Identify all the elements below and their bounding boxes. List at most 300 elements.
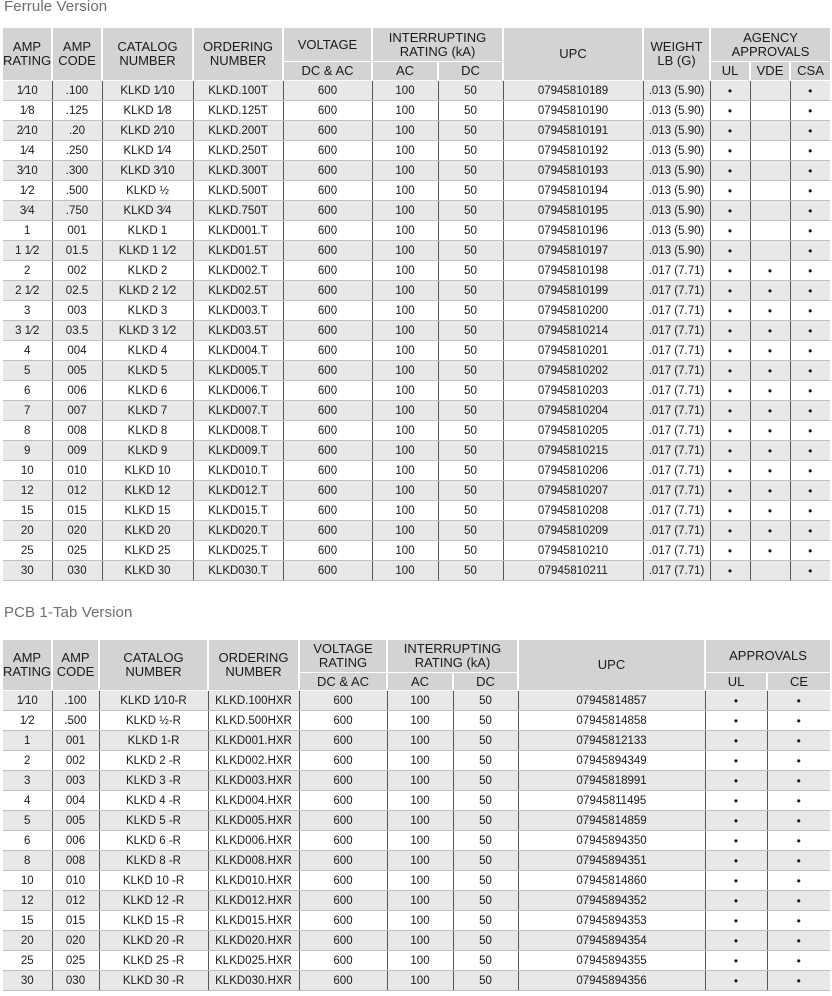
table-row	[3, 731, 830, 751]
cell-ordering-number: KLKD.500HXR	[208, 711, 299, 731]
cell-ul: •	[710, 501, 750, 521]
cell-voltage: 600	[283, 501, 372, 521]
cell-amp-rating: 5	[3, 811, 52, 831]
cell-voltage: 600	[283, 301, 372, 321]
cell-dc: 50	[438, 241, 503, 261]
cell-ordering-number: KLKD.500T	[193, 181, 283, 201]
cell-ul: •	[710, 181, 750, 201]
cell-ul: •	[705, 851, 767, 871]
cell-ac: 100	[372, 281, 438, 301]
cell-voltage: 600	[299, 951, 387, 971]
cell-ce: •	[767, 831, 830, 851]
cell-ordering-number: KLKD002.HXR	[208, 751, 299, 771]
cell-upc: 07945894356	[518, 971, 705, 991]
cell-ordering-number: KLKD010.T	[193, 461, 283, 481]
cell-csa: •	[790, 561, 830, 581]
cell-amp-code: 002	[52, 261, 102, 281]
cell-upc: 07945810197	[503, 241, 643, 261]
cell-catalog-number: KLKD 2 1⁄2	[102, 281, 193, 301]
cell-ul: •	[705, 911, 767, 931]
cell-ac: 100	[372, 381, 438, 401]
cell-ac: 100	[372, 401, 438, 421]
col-header-amp-rating: AMP RATING	[3, 28, 52, 81]
cell-ordering-number: KLKD006.T	[193, 381, 283, 401]
cell-upc: 07945810210	[503, 541, 643, 561]
cell-vde: •	[750, 541, 790, 561]
cell-amp-rating: 30	[3, 971, 52, 991]
cell-catalog-number: KLKD 3 -R	[99, 771, 208, 791]
cell-voltage: 600	[299, 771, 387, 791]
table-row	[3, 501, 830, 521]
cell-dc: 50	[438, 341, 503, 361]
cell-amp-code: 004	[52, 791, 99, 811]
cell-ul: •	[705, 811, 767, 831]
cell-csa: •	[790, 321, 830, 341]
cell-ul: •	[705, 951, 767, 971]
cell-dc: 50	[438, 361, 503, 381]
cell-catalog-number: KLKD 12	[102, 481, 193, 501]
cell-catalog-number: KLKD 1-R	[99, 731, 208, 751]
table-row	[3, 301, 830, 321]
cell-ul: •	[705, 771, 767, 791]
cell-csa: •	[790, 81, 830, 101]
cell-vde	[750, 181, 790, 201]
cell-amp-rating: 1⁄10	[3, 81, 52, 101]
cell-amp-code: 001	[52, 221, 102, 241]
cell-catalog-number: KLKD 1⁄10	[102, 81, 193, 101]
cell-amp-rating: 25	[3, 951, 52, 971]
cell-amp-code: .100	[52, 691, 99, 711]
cell-upc: 07945810191	[503, 121, 643, 141]
cell-catalog-number: KLKD ½	[102, 181, 193, 201]
cell-ce: •	[767, 971, 830, 991]
cell-weight: .017 (7.71)	[643, 421, 710, 441]
cell-amp-rating: 8	[3, 851, 52, 871]
cell-ac: 100	[387, 791, 453, 811]
cell-weight: .017 (7.71)	[643, 361, 710, 381]
table-row	[3, 321, 830, 341]
cell-catalog-number: KLKD 1 1⁄2	[102, 241, 193, 261]
cell-ce: •	[767, 891, 830, 911]
col-header-ul: UL	[710, 62, 750, 81]
col-header-csa: CSA	[790, 62, 830, 81]
cell-amp-code: 012	[52, 481, 102, 501]
cell-ul: •	[705, 971, 767, 991]
cell-ordering-number: KLKD004.HXR	[208, 791, 299, 811]
cell-amp-code: 012	[52, 891, 99, 911]
cell-ac: 100	[387, 971, 453, 991]
cell-amp-rating: 25	[3, 541, 52, 561]
cell-weight: .017 (7.71)	[643, 341, 710, 361]
col-header-dc: DC	[438, 62, 503, 81]
cell-ordering-number: KLKD008.T	[193, 421, 283, 441]
pcb-col-header-ul: UL	[705, 673, 767, 691]
cell-amp-rating: 2 1⁄2	[3, 281, 52, 301]
cell-ac: 100	[372, 341, 438, 361]
cell-amp-code: 015	[52, 501, 102, 521]
pcb-col-header-voltage-dc-ac: DC & AC	[299, 673, 387, 691]
cell-dc: 50	[453, 971, 518, 991]
pcb-col-header-dc: DC	[453, 673, 518, 691]
pcb-table	[3, 640, 830, 991]
cell-voltage: 600	[283, 161, 372, 181]
cell-upc: 07945811495	[518, 791, 705, 811]
cell-amp-rating: 1⁄8	[3, 101, 52, 121]
cell-dc: 50	[438, 201, 503, 221]
cell-amp-rating: 2	[3, 751, 52, 771]
cell-upc: 07945894354	[518, 931, 705, 951]
cell-ul: •	[710, 361, 750, 381]
cell-ac: 100	[372, 141, 438, 161]
cell-weight: .017 (7.71)	[643, 481, 710, 501]
table-row	[3, 281, 830, 301]
cell-ul: •	[710, 261, 750, 281]
cell-amp-code: 010	[52, 871, 99, 891]
cell-vde: •	[750, 441, 790, 461]
cell-weight: .017 (7.71)	[643, 381, 710, 401]
cell-amp-rating: 1 1⁄2	[3, 241, 52, 261]
cell-csa: •	[790, 121, 830, 141]
cell-vde	[750, 241, 790, 261]
cell-dc: 50	[438, 381, 503, 401]
cell-voltage: 600	[283, 361, 372, 381]
cell-catalog-number: KLKD 4	[102, 341, 193, 361]
cell-ordering-number: KLKD005.T	[193, 361, 283, 381]
cell-dc: 50	[438, 161, 503, 181]
cell-ac: 100	[387, 911, 453, 931]
cell-voltage: 600	[283, 81, 372, 101]
cell-dc: 50	[453, 871, 518, 891]
cell-ac: 100	[372, 481, 438, 501]
cell-ac: 100	[372, 121, 438, 141]
cell-amp-rating: 8	[3, 421, 52, 441]
cell-ac: 100	[372, 501, 438, 521]
cell-dc: 50	[453, 931, 518, 951]
cell-catalog-number: KLKD 4 -R	[99, 791, 208, 811]
cell-amp-rating: 15	[3, 911, 52, 931]
cell-csa: •	[790, 301, 830, 321]
col-header-voltage-dc-ac: DC & AC	[283, 62, 372, 81]
cell-catalog-number: KLKD 1	[102, 221, 193, 241]
cell-voltage: 600	[283, 261, 372, 281]
cell-dc: 50	[438, 481, 503, 501]
cell-catalog-number: KLKD 20	[102, 521, 193, 541]
cell-ac: 100	[372, 441, 438, 461]
cell-ce: •	[767, 951, 830, 971]
cell-upc: 07945814859	[518, 811, 705, 831]
table-row	[3, 181, 830, 201]
cell-voltage: 600	[283, 481, 372, 501]
cell-upc: 07945810208	[503, 501, 643, 521]
cell-ac: 100	[372, 241, 438, 261]
cell-weight: .017 (7.71)	[643, 521, 710, 541]
cell-dc: 50	[438, 441, 503, 461]
cell-weight: .013 (5.90)	[643, 201, 710, 221]
cell-weight: .013 (5.90)	[643, 141, 710, 161]
cell-amp-rating: 1⁄2	[3, 711, 52, 731]
cell-amp-code: 01.5	[52, 241, 102, 261]
pcb-col-header-ordering-number: ORDERING NUMBER	[208, 640, 299, 691]
cell-ac: 100	[387, 751, 453, 771]
cell-ce: •	[767, 711, 830, 731]
cell-amp-code: 004	[52, 341, 102, 361]
cell-amp-code: .300	[52, 161, 102, 181]
table-row	[3, 441, 830, 461]
table-row	[3, 561, 830, 581]
cell-upc: 07945810196	[503, 221, 643, 241]
cell-csa: •	[790, 481, 830, 501]
pcb-section-title: PCB 1-Tab Version	[4, 604, 133, 621]
cell-csa: •	[790, 521, 830, 541]
cell-ordering-number: KLKD006.HXR	[208, 831, 299, 851]
table-row	[3, 911, 830, 931]
cell-catalog-number: KLKD 6 -R	[99, 831, 208, 851]
cell-amp-code: .250	[52, 141, 102, 161]
cell-amp-rating: 3⁄10	[3, 161, 52, 181]
cell-amp-code: .20	[52, 121, 102, 141]
cell-vde	[750, 141, 790, 161]
cell-ordering-number: KLKD030.HXR	[208, 971, 299, 991]
cell-ordering-number: KLKD015.HXR	[208, 911, 299, 931]
cell-voltage: 600	[283, 241, 372, 261]
cell-dc: 50	[438, 101, 503, 121]
cell-amp-code: 003	[52, 301, 102, 321]
cell-upc: 07945814857	[518, 691, 705, 711]
cell-ordering-number: KLKD015.T	[193, 501, 283, 521]
cell-ordering-number: KLKD020.T	[193, 521, 283, 541]
cell-vde: •	[750, 521, 790, 541]
cell-voltage: 600	[299, 891, 387, 911]
cell-vde: •	[750, 321, 790, 341]
cell-dc: 50	[453, 771, 518, 791]
cell-ul: •	[710, 481, 750, 501]
cell-amp-rating: 1⁄4	[3, 141, 52, 161]
cell-vde: •	[750, 361, 790, 381]
col-header-upc: UPC	[503, 28, 643, 81]
cell-csa: •	[790, 141, 830, 161]
cell-catalog-number: KLKD 1⁄10-R	[99, 691, 208, 711]
table-row	[3, 811, 830, 831]
cell-upc: 07945894353	[518, 911, 705, 931]
pcb-col-header-amp-code: AMP CODE	[52, 640, 99, 691]
cell-ac: 100	[387, 951, 453, 971]
table-row	[3, 691, 830, 711]
cell-csa: •	[790, 461, 830, 481]
cell-csa: •	[790, 341, 830, 361]
cell-ordering-number: KLKD007.T	[193, 401, 283, 421]
cell-dc: 50	[453, 731, 518, 751]
cell-voltage: 600	[283, 421, 372, 441]
cell-upc: 07945894352	[518, 891, 705, 911]
col-header-amp-code: AMP CODE	[52, 28, 102, 81]
cell-catalog-number: KLKD 3	[102, 301, 193, 321]
cell-csa: •	[790, 221, 830, 241]
cell-ac: 100	[387, 871, 453, 891]
cell-catalog-number: KLKD 15 -R	[99, 911, 208, 931]
cell-vde: •	[750, 421, 790, 441]
cell-catalog-number: KLKD 15	[102, 501, 193, 521]
cell-voltage: 600	[283, 561, 372, 581]
col-header-weight: WEIGHT LB (G)	[643, 28, 710, 81]
cell-dc: 50	[453, 951, 518, 971]
pcb-col-header-approvals: APPROVALS	[705, 640, 830, 673]
cell-dc: 50	[453, 751, 518, 771]
cell-vde: •	[750, 481, 790, 501]
cell-dc: 50	[438, 461, 503, 481]
table-row	[3, 971, 830, 991]
cell-dc: 50	[453, 691, 518, 711]
cell-amp-rating: 2	[3, 261, 52, 281]
cell-amp-rating: 12	[3, 481, 52, 501]
cell-voltage: 600	[299, 731, 387, 751]
cell-weight: .013 (5.90)	[643, 81, 710, 101]
cell-weight: .013 (5.90)	[643, 101, 710, 121]
cell-vde: •	[750, 461, 790, 481]
cell-vde	[750, 81, 790, 101]
cell-voltage: 600	[283, 181, 372, 201]
cell-upc: 07945810193	[503, 161, 643, 181]
cell-dc: 50	[438, 121, 503, 141]
cell-dc: 50	[438, 501, 503, 521]
cell-ac: 100	[372, 541, 438, 561]
cell-ac: 100	[372, 161, 438, 181]
col-header-agency-approvals: AGENCY APPROVALS	[710, 28, 830, 62]
cell-amp-code: .500	[52, 181, 102, 201]
cell-upc: 07945894350	[518, 831, 705, 851]
cell-upc: 07945810200	[503, 301, 643, 321]
cell-voltage: 600	[283, 201, 372, 221]
cell-ul: •	[710, 81, 750, 101]
table-row	[3, 421, 830, 441]
cell-ul: •	[705, 751, 767, 771]
cell-voltage: 600	[283, 221, 372, 241]
table-row	[3, 121, 830, 141]
cell-amp-code: 006	[52, 381, 102, 401]
cell-amp-rating: 15	[3, 501, 52, 521]
cell-ordering-number: KLKD009.T	[193, 441, 283, 461]
table-row	[3, 401, 830, 421]
cell-ordering-number: KLKD01.5T	[193, 241, 283, 261]
pcb-col-header-voltage-rating: VOLTAGE RATING	[299, 640, 387, 673]
cell-ul: •	[710, 101, 750, 121]
cell-ul: •	[710, 381, 750, 401]
cell-vde	[750, 201, 790, 221]
cell-amp-code: 003	[52, 771, 99, 791]
cell-dc: 50	[438, 261, 503, 281]
cell-upc: 07945810199	[503, 281, 643, 301]
ferrule-table	[3, 28, 830, 581]
cell-ac: 100	[372, 221, 438, 241]
cell-ordering-number: KLKD020.HXR	[208, 931, 299, 951]
cell-ordering-number: KLKD.125T	[193, 101, 283, 121]
cell-upc: 07945810205	[503, 421, 643, 441]
pcb-col-header-interrupting-rating: INTERRUPTING RATING (kA)	[387, 640, 518, 673]
cell-amp-rating: 1⁄2	[3, 181, 52, 201]
cell-catalog-number: KLKD 20 -R	[99, 931, 208, 951]
cell-vde	[750, 561, 790, 581]
cell-ac: 100	[372, 561, 438, 581]
cell-ac: 100	[372, 321, 438, 341]
table-row	[3, 221, 830, 241]
cell-upc: 07945810190	[503, 101, 643, 121]
cell-ce: •	[767, 731, 830, 751]
table-row	[3, 461, 830, 481]
cell-ordering-number: KLKD012.T	[193, 481, 283, 501]
cell-weight: .017 (7.71)	[643, 561, 710, 581]
cell-upc: 07945818991	[518, 771, 705, 791]
cell-vde: •	[750, 341, 790, 361]
cell-ac: 100	[372, 361, 438, 381]
cell-amp-rating: 4	[3, 791, 52, 811]
cell-ac: 100	[387, 731, 453, 751]
cell-ordering-number: KLKD.100T	[193, 81, 283, 101]
cell-csa: •	[790, 161, 830, 181]
cell-ul: •	[710, 281, 750, 301]
cell-ul: •	[710, 461, 750, 481]
cell-voltage: 600	[283, 341, 372, 361]
cell-upc: 07945810203	[503, 381, 643, 401]
pcb-col-header-upc: UPC	[518, 640, 705, 691]
cell-dc: 50	[438, 141, 503, 161]
table-row	[3, 791, 830, 811]
cell-csa: •	[790, 541, 830, 561]
cell-ordering-number: KLKD001.HXR	[208, 731, 299, 751]
cell-voltage: 600	[299, 931, 387, 951]
cell-ac: 100	[387, 931, 453, 951]
pcb-table-body	[3, 691, 830, 991]
cell-voltage: 600	[299, 851, 387, 871]
cell-dc: 50	[438, 561, 503, 581]
cell-upc: 07945812133	[518, 731, 705, 751]
cell-ordering-number: KLKD001.T	[193, 221, 283, 241]
cell-voltage: 600	[299, 791, 387, 811]
cell-weight: .013 (5.90)	[643, 221, 710, 241]
cell-ul: •	[710, 161, 750, 181]
cell-catalog-number: KLKD 3⁄4	[102, 201, 193, 221]
table-row	[3, 931, 830, 951]
cell-csa: •	[790, 381, 830, 401]
cell-amp-rating: 7	[3, 401, 52, 421]
cell-amp-rating: 1⁄10	[3, 691, 52, 711]
cell-ce: •	[767, 851, 830, 871]
cell-ul: •	[710, 141, 750, 161]
pcb-col-header-amp-rating: AMP RATING	[3, 640, 52, 691]
cell-ordering-number: KLKD.250T	[193, 141, 283, 161]
cell-amp-code: 020	[52, 931, 99, 951]
cell-vde	[750, 101, 790, 121]
cell-ordering-number: KLKD002.T	[193, 261, 283, 281]
cell-dc: 50	[453, 911, 518, 931]
cell-ordering-number: KLKD025.T	[193, 541, 283, 561]
cell-ce: •	[767, 871, 830, 891]
cell-weight: .017 (7.71)	[643, 541, 710, 561]
cell-ac: 100	[387, 851, 453, 871]
cell-ul: •	[705, 791, 767, 811]
pcb-col-header-ce: CE	[767, 673, 830, 691]
col-header-catalog-number: CATALOG NUMBER	[102, 28, 193, 81]
table-row	[3, 101, 830, 121]
table-row	[3, 831, 830, 851]
cell-catalog-number: KLKD 10	[102, 461, 193, 481]
cell-catalog-number: KLKD 10 -R	[99, 871, 208, 891]
cell-amp-code: .125	[52, 101, 102, 121]
table-row	[3, 871, 830, 891]
cell-weight: .017 (7.71)	[643, 261, 710, 281]
table-row	[3, 201, 830, 221]
cell-amp-code: .100	[52, 81, 102, 101]
cell-weight: .017 (7.71)	[643, 461, 710, 481]
table-row	[3, 951, 830, 971]
